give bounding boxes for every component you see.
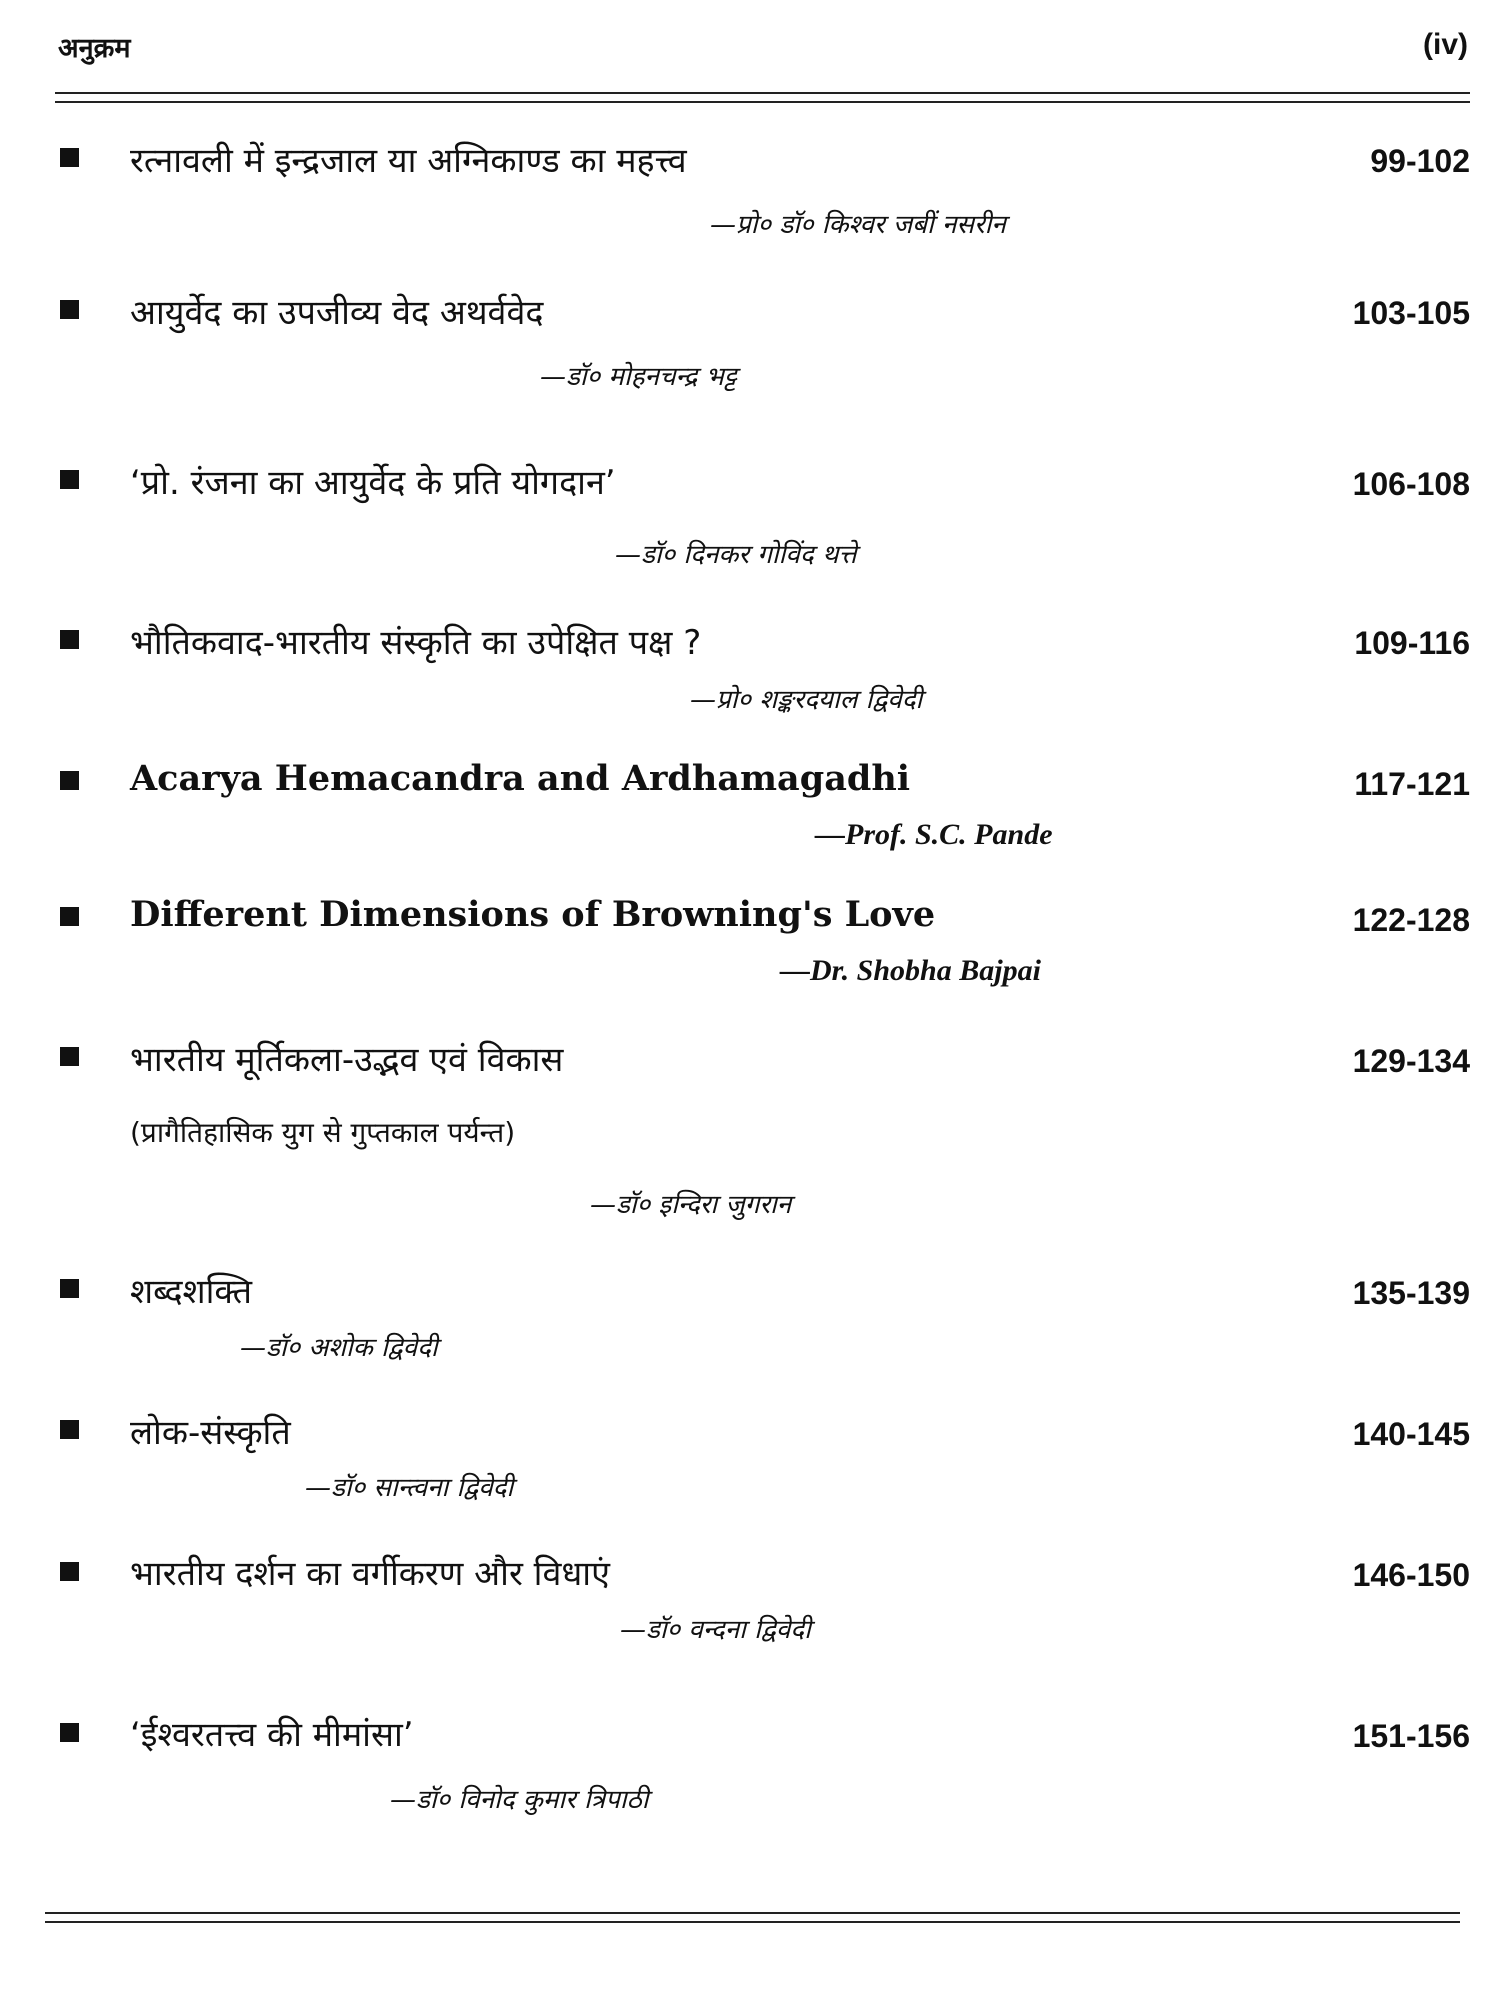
entry-title: ‘ईश्वरतत्त्व की मीमांसा’ [130,1715,414,1755]
entry-title: भारतीय दर्शन का वर्गीकरण और विधाएं [130,1554,610,1594]
entry-author: —डॉ० अशोक द्विवेदी [240,1333,438,1363]
page-number: (iv) [1423,28,1468,61]
entry-pages: 146-150 [1352,1557,1470,1593]
entry-title: रत्नावली में इन्द्रजाल या अग्निकाण्ड का महत्त्व [130,141,687,181]
entry-pages: 117-121 [1354,766,1470,802]
bullet-icon [60,1562,79,1581]
entry-author: —डॉ० विनोद कुमार त्रिपाठी [390,1785,649,1815]
bullet-icon [60,1420,79,1439]
entry-pages: 151-156 [1352,1718,1470,1754]
entry-author: —प्रो० शङ्करदयाल द्विवेदी [690,685,923,715]
entry-title: Different Dimensions of Browning's Love [130,894,936,935]
entry-title: लोक-संस्कृति [130,1413,291,1453]
entry-author: —डॉ० वन्दना द्विवेदी [620,1615,811,1645]
entry-subtitle: (प्रागैतिहासिक युग से गुप्तकाल पर्यन्त) [130,1116,516,1149]
entry-title: भारतीय मूर्तिकला-उद्भव एवं विकास [130,1040,564,1080]
top-double-rule [55,92,1470,103]
entry-title: आयुर्वेद का उपजीव्य वेद अथर्ववेद [130,293,544,333]
entry-title: शब्दशक्ति [130,1272,253,1312]
bullet-icon [60,1279,79,1298]
entry-author: —डॉ० मोहनचन्द्र भट्ट [540,362,737,392]
entry-pages: 103-105 [1352,295,1470,331]
entry-pages: 106-108 [1352,466,1470,502]
bullet-icon [60,1047,79,1066]
bottom-double-rule [45,1912,1460,1923]
bullet-icon [60,907,79,926]
entry-pages: 122-128 [1352,902,1470,938]
entry-pages: 135-139 [1352,1275,1470,1311]
entry-author: —Prof. S.C. Pande [815,818,1053,851]
bullet-icon [60,771,79,790]
entry-title: Acarya Hemacandra and Ardhamagadhi [130,758,911,799]
entry-author: —Dr. Shobha Bajpai [780,954,1041,987]
entry-author: —डॉ० दिनकर गोविंद थत्ते [615,540,857,570]
bullet-icon [60,1723,79,1742]
entry-pages: 140-145 [1352,1416,1470,1452]
entry-pages: 109-116 [1354,625,1470,661]
entry-author: —प्रो० डॉ० किश्वर जबीं नसरीन [710,210,1006,240]
entry-author: —डॉ० सान्त्वना द्विवेदी [305,1473,514,1503]
bullet-icon [60,630,79,649]
entry-pages: 129-134 [1352,1043,1470,1079]
bullet-icon [60,470,79,489]
bullet-icon [60,148,79,167]
entry-pages: 99-102 [1370,143,1470,179]
bullet-icon [60,300,79,319]
entry-author: —डॉ० इन्दिरा जुगरान [590,1190,792,1220]
entry-title: भौतिकवाद-भारतीय संस्कृति का उपेक्षित पक्ष ? [130,623,702,663]
entry-title: ‘प्रो. रंजना का आयुर्वेद के प्रति योगदान’ [130,463,616,503]
section-heading: अनुक्रम [58,33,131,64]
